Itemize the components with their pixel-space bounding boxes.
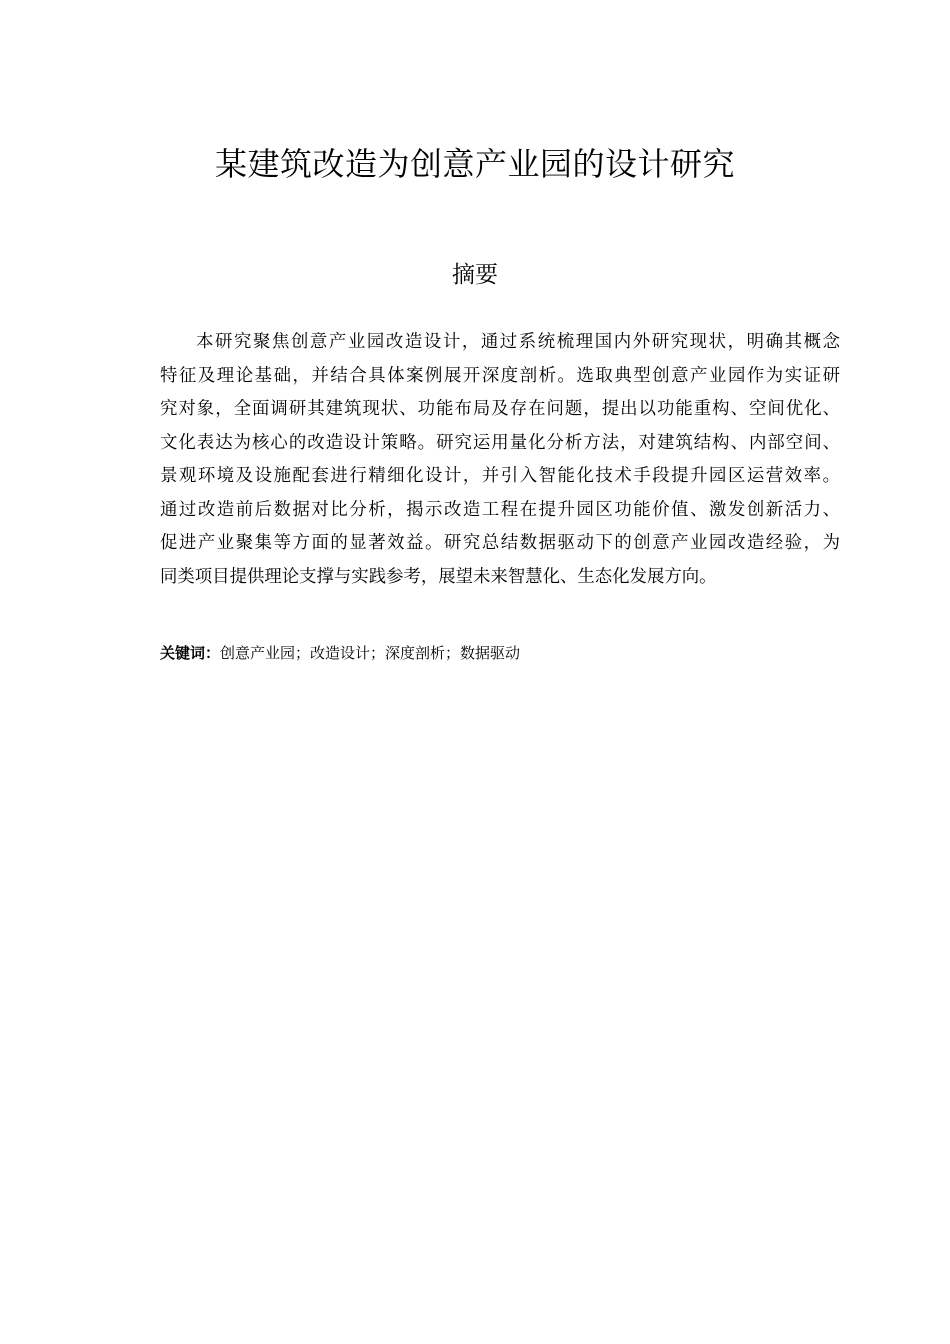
- abstract-line: 本研究聚焦创意产业园改造设计，通过系统梳理国内外研究现状，明确其概念: [196, 332, 840, 352]
- keywords-text: 创意产业园；改造设计；深度剖析；数据驱动: [220, 644, 521, 662]
- abstract-line: 同类项目提供理论支撑与实践参考，展望未来智慧化、生态化发展方向。: [160, 566, 717, 587]
- abstract-line: 特征及理论基础，并结合具体案例展开深度剖析。选取典型创意产业园作为实证研: [160, 365, 840, 386]
- keywords: [160, 640, 840, 666]
- document-title: 某建筑改造为创意产业园的设计研究: [214, 145, 735, 183]
- abstract-line: 促进产业聚集等方面的显著效益。研究总结数据驱动下的创意产业园改造经验，为: [160, 533, 840, 553]
- abstract-heading: 摘要: [452, 262, 498, 288]
- abstract-body: [160, 326, 840, 594]
- abstract-line: 究对象，全面调研其建筑现状、功能布局及存在问题，提出以功能重构、空间优化、: [160, 399, 840, 419]
- keywords-label: 关键词：: [160, 644, 221, 662]
- abstract-line: 景观环境及设施配套进行精细化设计，并引入智能化技术手段提升园区运营效率。: [160, 466, 840, 486]
- abstract-line: 文化表达为核心的改造设计策略。研究运用量化分析方法，对建筑结构、内部空间、: [160, 432, 840, 453]
- abstract-line: 通过改造前后数据对比分析，揭示改造工程在提升园区功能价值、激发创新活力、: [160, 499, 840, 520]
